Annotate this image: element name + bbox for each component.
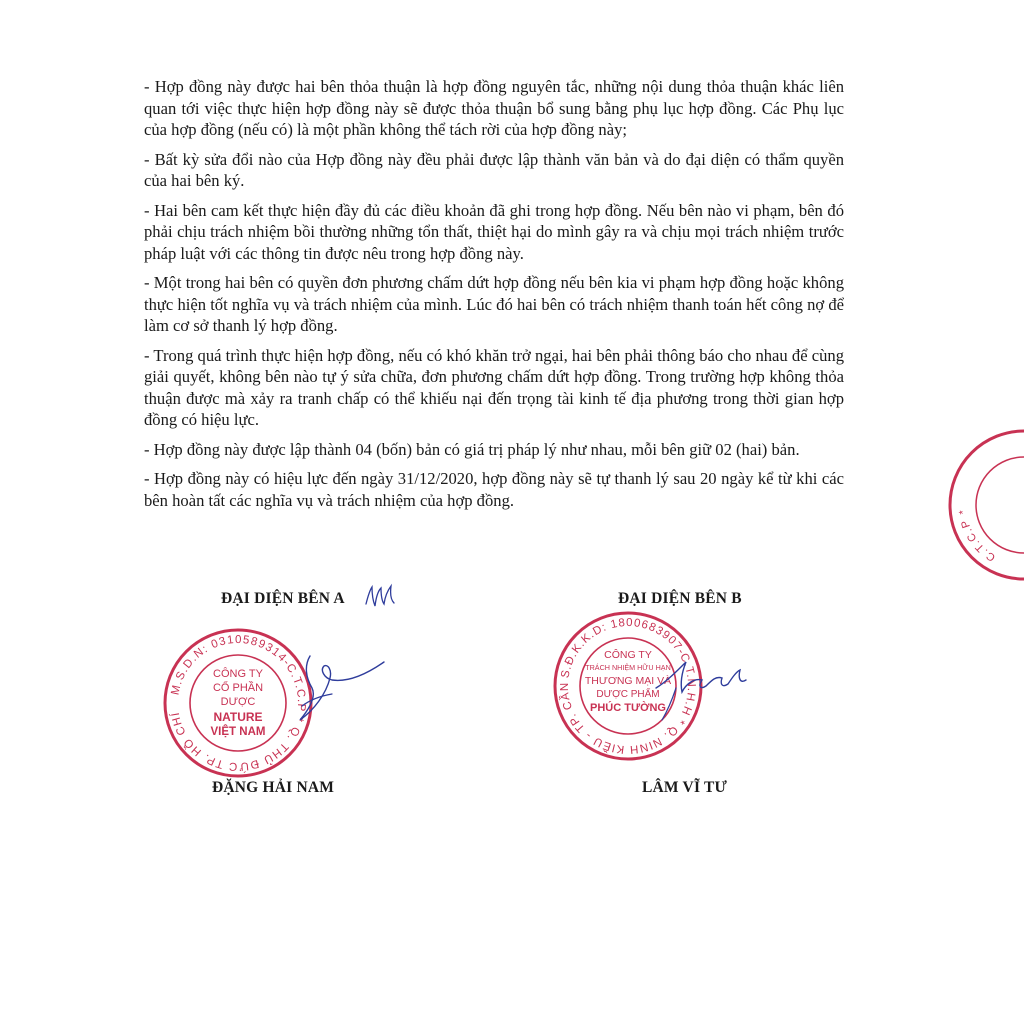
svg-text:VIỆT NAM: VIỆT NAM [210, 726, 266, 738]
clause-validity: - Hợp đồng này có hiệu lực đến ngày 31/12/2020, hợp đồng này sẽ tự thanh lý sau 20 ngày kể từ khi các bên hoàn tất các nghĩa vụ và trách nhiệm của hợp đồng. [144, 469, 844, 510]
edge-partial-seal [888, 411, 1024, 600]
party-a-heading: ĐẠI DIỆN BÊN A [221, 590, 345, 607]
clause-principle-contract: - Hợp đồng này được hai bên thỏa thuận là hợp đồng nguyên tắc, những nội dung thỏa thuận khác liên quan tới việc thực hiện hợp đồng này sẽ được thỏa thuận bổ sung bằng phụ lục hợp đồng. Các Phụ lục của hợp đồng (nếu có) là một phần không thể tách rời của hợp đồng này; [144, 77, 844, 139]
contract-clauses [144, 76, 844, 519]
svg-text:CỔ PHẦN: CỔ PHẦN [212, 682, 264, 694]
edge-seal-ring-text: C.T.C.P * CHÍ MINH [888, 411, 998, 564]
party-b-signature [652, 648, 762, 728]
clause-amendments: - Bất kỳ sửa đổi nào của Hợp đồng này đều phải được lập thành văn bản và do đại diện có thẩm quyền của hai bên ký. [144, 149, 844, 190]
party-a-seal-ring-text: M.S.D.N: 0310589314-C.T.C.P * Q. THỦ ĐỨC TP. HỒ CHÍ MINH [156, 618, 308, 773]
clause-copies: - Hợp đồng này được lập thành 04 (bốn) bản có giá trị pháp lý như nhau, mỗi bên giữ 02 (hai) bản. [144, 439, 800, 459]
svg-text:THƯƠNG MẠI VÀ: THƯƠNG MẠI VÀ [584, 675, 672, 687]
svg-text:DƯỢC PHẨM: DƯỢC PHẨM [596, 689, 660, 700]
party-b-seal-ring-text: S.Đ.K.K.D: 1800683907-C.T.N.H.H * Q. NINH KIỀU - TP. CẦN THƠ [546, 601, 698, 756]
party-b-representative-name: LÂM VĨ TƯ [642, 779, 728, 796]
party-a-signature [280, 648, 390, 738]
clause-termination: - Một trong hai bên có quyền đơn phương chấm dứt hợp đồng nếu bên kia vi phạm hợp đồng hoặc không thực hiện tốt nghĩa vụ và trách nhiệm của mình. Lúc đó hai bên có trách nhiệm thanh toán hết công nợ để làm cơ sở thanh lý hợp đồng. [144, 273, 844, 335]
svg-text:TRÁCH NHIỆM HỮU HẠN: TRÁCH NHIỆM HỮU HẠN [585, 663, 671, 672]
svg-text:CÔNG TY: CÔNG TY [604, 649, 652, 661]
svg-text:PHÚC TƯỜNG: PHÚC TƯỜNG [590, 702, 666, 714]
clause-disputes: - Trong quá trình thực hiện hợp đồng, nếu có khó khăn trở ngại, hai bên phải thông báo cho nhau để cùng giải quyết, không bên nào tự ý sửa chữa, đơn phương chấm dứt hợp đồng. Trong trường hợp không thỏa thuận được mà xảy ra tranh chấp có thể khiếu nại đến trọng tài kinh tế địa phương trong thời gian hợp đồng có hiệu lực. [144, 345, 844, 429]
svg-text:NATURE: NATURE [213, 710, 263, 724]
svg-text:C.T.C.P * CHÍ MINH [889, 410, 998, 563]
party-b-heading: ĐẠI DIỆN BÊN B [618, 590, 742, 607]
svg-text:DƯỢC: DƯỢC [220, 696, 256, 708]
svg-text:CÔNG TY: CÔNG TY [213, 668, 263, 680]
party-a-initial-signature [363, 584, 397, 610]
clause-commitment: - Hai bên cam kết thực hiện đầy đủ các điều khoản đã ghi trong hợp đồng. Nếu bên nào vi phạm, bên đó phải chịu trách nhiệm bồi thường những tổn thất, thiệt hại do mình gây ra và chịu mọi trách nhiệm trước pháp luật với các thông tin được nêu trong hợp đồng này. [144, 200, 844, 263]
party-a-representative-name: ĐẶNG HẢI NAM [212, 779, 335, 796]
